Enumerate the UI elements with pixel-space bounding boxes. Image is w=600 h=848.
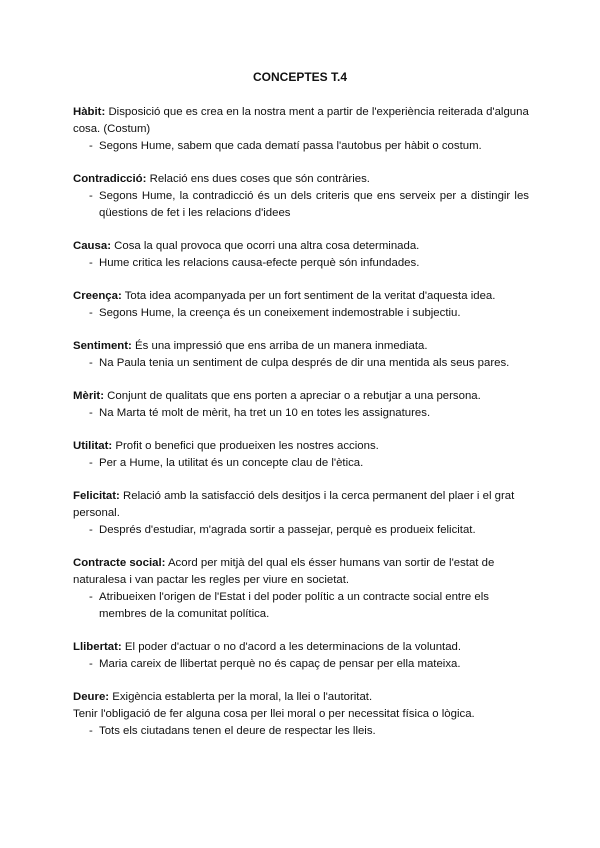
example-list [73,255,529,272]
concept-contradiccio [73,171,529,222]
bullet-dash: - [89,457,93,469]
bullet-dash: - [89,591,93,603]
example-item [73,305,529,322]
term: Felicitat: [73,490,120,502]
concept-habit [73,104,529,155]
concept-sentiment [73,338,529,372]
term: Sentiment: [73,340,132,352]
example-text: Maria careix de llibertat perquè no és capaç de pensar per ella mateixa. [99,658,461,670]
example-item [73,355,529,372]
example-item [73,405,529,422]
example-text: Després d'estudiar, m'agrada sortir a passejar, perquè es produeix felicitat. [99,524,476,536]
term: Contradicció: [73,173,147,185]
definition [73,238,529,255]
definition [73,288,529,305]
example-text: Na Paula tenia un sentiment de culpa després de dir una mentida als seus pares. [99,357,510,369]
example-list [73,305,529,322]
example-list [73,455,529,472]
term: Causa: [73,240,111,252]
example-list [73,138,529,155]
definition [73,388,529,405]
example-list [73,656,529,673]
definition [73,438,529,455]
definition-text: Cosa la qual provoca que ocorri una altra cosa determinada. [110,240,420,252]
bullet-dash: - [89,190,93,202]
example-text: Segons Hume, sabem que cada dematí passa l'autobus per hàbit o costum. [99,140,482,152]
concept-merit [73,388,529,422]
definition-text: Tota idea acompanyada per un fort sentiment de la veritat d'aquesta idea. [121,290,496,302]
definition-text: Profit o benefici que produeixen les nostres accions. [112,440,379,452]
page-title: CONCEPTES T.4 [252,70,348,84]
bullet-dash: - [89,257,93,269]
term: Mèrit: [73,390,105,402]
example-list [73,522,529,539]
example-item [73,188,529,222]
example-text: Atribueixen l'origen de l'Estat i del poder polític a un contracte social entre els membres de la comunitat política. [99,591,489,620]
example-text: Tots els ciutadans tenen el deure de respectar les lleis. [99,725,376,737]
bullet-dash: - [89,140,93,152]
bullet-dash: - [89,357,93,369]
example-list [73,188,529,222]
example-list [73,405,529,422]
concept-utilitat [73,438,529,472]
example-list [73,355,529,372]
example-text: Segons Hume, la creença és un coneixement indemostrable i subjectiu. [99,307,461,319]
example-text: Segons Hume, la contradicció és un dels criteris que ens serveix per a distingir les qüestions de fet i les relacions d'idees [99,190,529,219]
example-text: Na Marta té molt de mèrit, ha tret un 10 en totes les assignatures. [99,407,431,419]
bullet-dash: - [89,407,93,419]
bullet-dash: - [89,524,93,536]
definition [73,639,529,656]
term: Contracte social: [73,557,166,569]
definition-text: Acord per mitjà del qual els ésser humans van sortir de l'estat de naturalesa i van pactar les regles per viure en societat. [73,557,495,586]
definition [73,689,529,706]
definition [73,171,529,188]
definition-text: Relació ens dues coses que són contràries. [146,173,370,185]
example-text: Hume critica les relacions causa-efecte perquè són infundades. [99,257,420,269]
term: Utilitat: [73,440,113,452]
example-item [73,455,529,472]
term: Creença: [73,290,122,302]
concept-causa [73,238,529,272]
bullet-dash: - [89,307,93,319]
concept-deure [73,689,529,740]
example-list [73,723,529,740]
definition-text: Conjunt de qualitats que ens porten a apreciar o a rebutjar a una persona. [104,390,481,402]
example-item [73,255,529,272]
bullet-dash: - [89,725,93,737]
example-item [73,656,529,673]
concept-contracte-social [73,555,529,623]
term: Hàbit: [73,106,106,118]
concept-creenca [73,288,529,322]
definition [73,488,529,522]
concepts-list [73,104,529,756]
definition-text: Disposició que es crea en la nostra ment a partir de l'experiència reiterada d'alguna cosa. (Costum) [73,106,529,135]
example-item [73,589,529,623]
example-list [73,589,529,623]
definition [73,104,529,138]
definition [73,338,529,355]
term: Deure: [73,691,110,703]
example-item [73,138,529,155]
term: Llibertat: [73,641,122,653]
concept-felicitat [73,488,529,539]
definition-text: El poder d'actuar o no d'acord a les determinacions de la voluntad. [121,641,462,653]
example-text: Per a Hume, la utilitat és un concepte clau de l'ètica. [99,457,364,469]
bullet-dash: - [89,658,93,670]
definition-text: Relació amb la satisfacció dels desitjos i la cerca permanent del plaer i el grat personal. [73,490,515,519]
definition [73,555,529,589]
definition-text: Exigència establerta per la moral, la llei o l'autoritat. [109,691,373,703]
example-item [73,723,529,740]
example-item [73,522,529,539]
definition-extra: Tenir l'obligació de fer alguna cosa per llei moral o per necessitat física o lògica. [73,708,475,720]
concept-llibertat [73,639,529,673]
definition-text: És una impressió que ens arriba de un manera inmediata. [131,340,428,352]
